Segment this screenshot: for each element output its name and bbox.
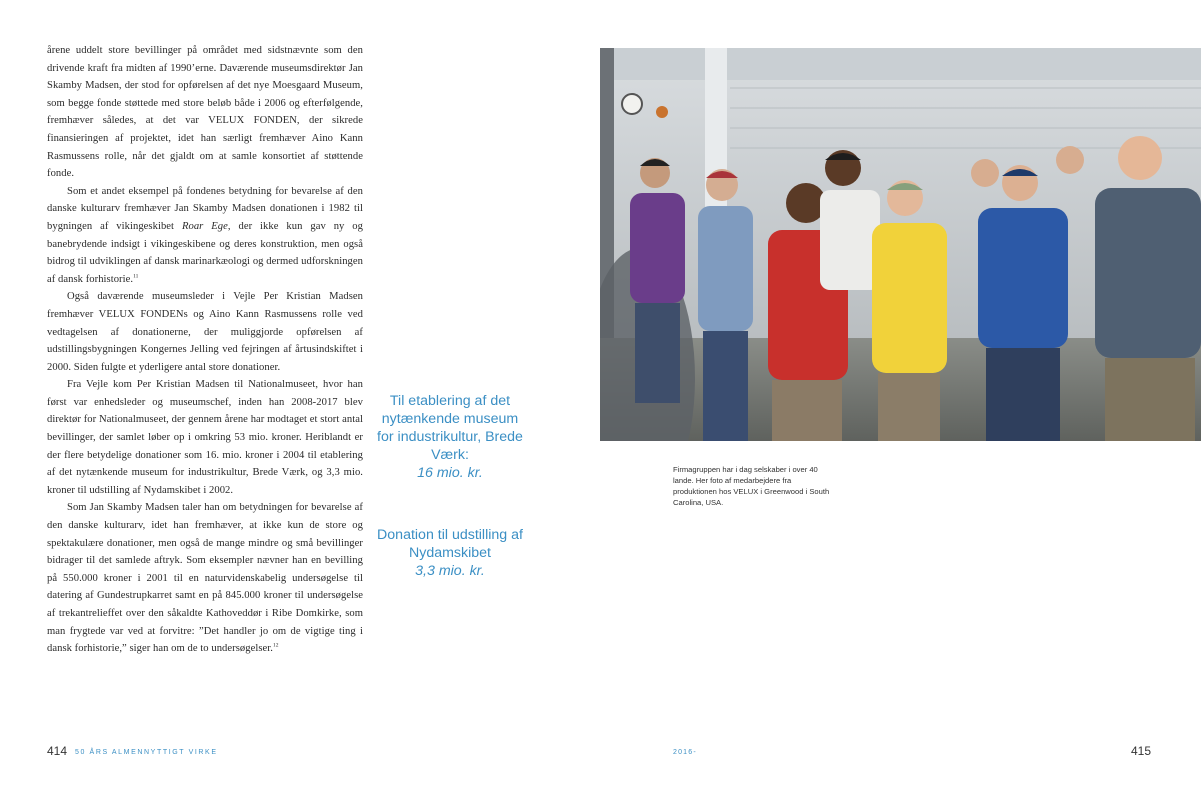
photo-illustration — [600, 48, 1201, 441]
page-number: 414 — [47, 744, 68, 758]
footnote-ref[interactable]: 11 — [133, 273, 139, 280]
paragraph: årene uddelt store bevillinger på området med sidstnævnte som den drivende kraft fra midten af 1990’erne. Daværende museumsdirektør Jan Skamby Madsen, der stod for opførelsen af det nye Moesgaard Museum, som begge fonde støttede med store beløb både i 2006 og efterfølgende, fremhæver således, at det var VELUX FONDEN, der sikrede finansieringen af projektet, idet han særligt fremhæver Aino Kann Rasmussens rolle, når det gjaldt om at samle konsortiet af støttende fonde. — [47, 45, 363, 180]
paragraph: Også daværende museumsleder i Vejle Per Kristian Madsen fremhæver VELUX FONDENs og Aino Kann Rasmussens rolle ved vedtagelsen af donationerne, der muliggjorde opførelsen af udstillingsbygningen Kongernes Jelling ved fejringen af årtusindskiftet i 2000. Siden fulgte et yderligere antal store donationer. — [47, 291, 363, 373]
pull-quote-text: Til etablering af det nytænkende museum for industrikultur, Brede Værk: — [377, 393, 523, 463]
paragraph: Fra Vejle kom Per Kristian Madsen til Nationalmuseet, hvor han først var enhedsleder og museumschef, inden han 2008-2017 blev direktør for Nationalmuseet, der gennem årene har modtaget et stort antal bevillinger, der samlet løber op i omkring 53 mio. kroner. Heriblandt er der flere betydelige donationer som 16. mio. kroner i 2004 til etablering af det nytænkende museum for industrikultur, Brede Værk, og 3,3 mio. kroner til udstilling af Nydamskibet i 2002. — [47, 379, 363, 496]
pull-quote — [372, 392, 528, 482]
page-number-left — [47, 744, 218, 758]
ship-name: Roar Ege — [181, 220, 228, 232]
pull-quote-text: Donation til udstilling af Nydamskibet — [377, 527, 523, 561]
photo-caption: Firmagruppen har i dag selskaber i over 40 lande. Her foto af medarbejdere fra produktionen hos VELUX i Greenwood i South Carolina, USA. — [673, 465, 830, 507]
pull-quote-amount: 16 mio. kr. — [417, 465, 483, 481]
section-marker: 2016- — [673, 749, 697, 756]
footnote-ref[interactable]: 12 — [272, 642, 279, 649]
body-text-column — [47, 42, 363, 658]
running-head: 50 ÅRS ALMENNYTTIGT VIRKE — [75, 749, 218, 756]
pull-quote-amount: 3,3 mio. kr. — [415, 563, 485, 579]
page-number-right: 415 — [1131, 744, 1152, 758]
paragraph: Som Jan Skamby Madsen taler han om betydningen for bevarelse af den danske kulturarv, idet han fremhæver, at ikke kun de store og spektakulære donationer, men også de mange mindre og små bevillinger bidrager til det samlede aftryk. Som eksempler nævner han en bevilling på 550.000 kroner i 2001 til en naturvidenskabelig undersøgelse til datering af Gundestrupkarret samt en på 845.000 kroner til undersøgelse af trekantrelieffet over den såkaldte Kathoveddør i Ribe Domkirke, som man frygtede var ved at forvitre: ”Det handler jo om de vigtige ting i dansk forhistorie,” siger han om de to undersøgelser.$^{12}$ — [47, 502, 363, 655]
pull-quote — [372, 526, 528, 580]
paragraph: Som et andet eksempel på fondenes betydning for bevarelse af den danske kulturarv fremhæver Jan Skamby Madsen donationen i 1982 til bygningen af vikingeskibet Roar Ege, der ikke kun gav ny og banebrydende indsigt i vikingeskibene og deres konstruktion, men også bidrog til udviklingen af dansk marinarkæologi og dermed udforskningen af dansk forhistorie.$^{11}$ — [47, 185, 363, 285]
factory-workers-photo — [600, 48, 1201, 441]
